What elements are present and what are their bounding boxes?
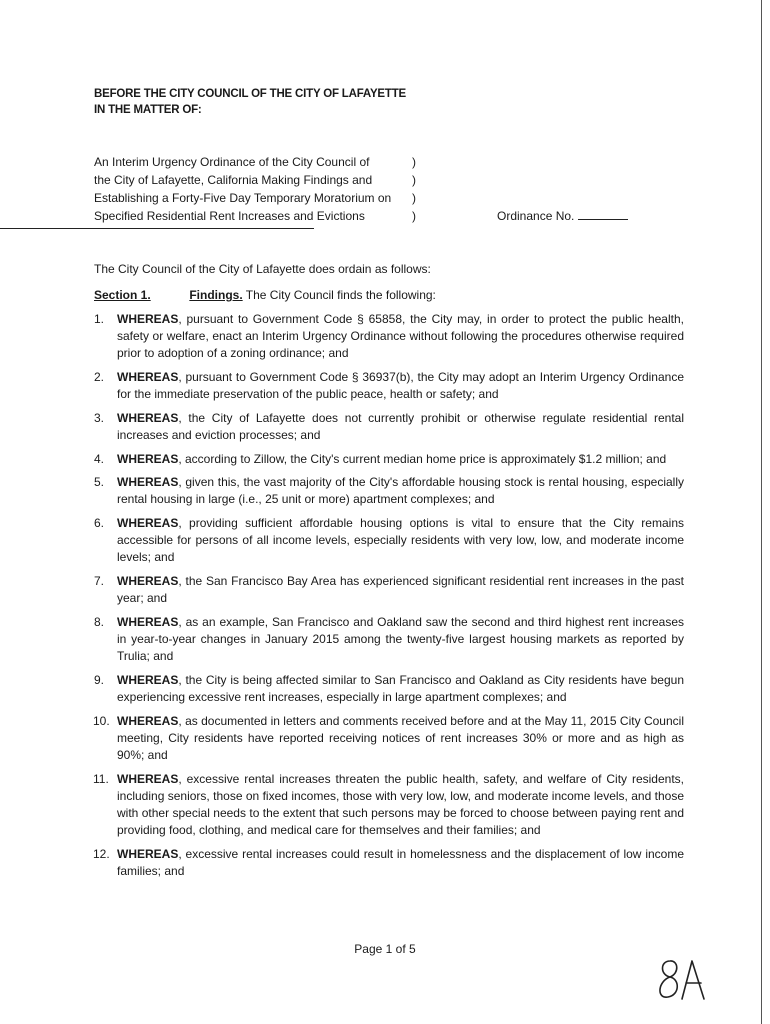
whereas-keyword: WHEREAS xyxy=(117,846,179,861)
caption-underline xyxy=(0,228,314,229)
whereas-keyword: WHEREAS xyxy=(117,614,179,629)
whereas-keyword: WHEREAS xyxy=(117,312,179,326)
finding-text: , the City is being affected similar to San Francisco and Oakland as City residents have begun experiencing excessive rent increases, especially in large apartment complexes; and xyxy=(117,672,684,704)
finding-item xyxy=(94,474,684,508)
ordinance-number-label: Ordinance No. xyxy=(497,209,575,223)
finding-number: 7. xyxy=(94,573,105,588)
finding-item xyxy=(94,410,684,444)
section-heading xyxy=(94,286,436,304)
section-title: Findings. xyxy=(189,288,243,302)
finding-number: 8. xyxy=(94,614,105,629)
finding-item xyxy=(94,614,684,666)
page-number: Page 1 of 5 xyxy=(354,942,416,956)
whereas-keyword: WHEREAS xyxy=(117,771,179,786)
ordinance-number-blank xyxy=(578,207,628,220)
finding-item xyxy=(94,713,684,765)
finding-text: , providing sufficient affordable housing options is vital to ensure that the City remains accessible for persons of all income levels, especially residents with very low, low, and moderate income levels; and xyxy=(117,515,684,565)
finding-text: , according to Zillow, the City's current median home price is approximately $1.2 million; and xyxy=(178,451,667,466)
document-header xyxy=(94,86,406,118)
finding-item xyxy=(94,369,684,403)
finding-text: , excessive rental increases threaten the public health, safety, and welfare of City residents, including seniors, those on fixed incomes, those with very low, low, and moderate income levels, and those with other special needs to the extent that such persons may be forced to choose between paying rent and providing food, clothing, and medical care for themselves and their families; and xyxy=(117,771,684,838)
page-edge-line xyxy=(761,0,762,1024)
finding-text: , as documented in letters and comments received before and at the May 11, 2015 City Council meeting, City residents have reported receiving notices of rent increases 30% or more and as high as 90%; and xyxy=(117,713,684,762)
caption-paren: ) xyxy=(412,173,416,187)
ordinance-number xyxy=(497,207,628,225)
finding-number: 10. xyxy=(93,713,110,728)
finding-item xyxy=(94,846,684,880)
caption-line: Establishing a Forty-Five Day Temporary Moratorium on xyxy=(94,191,392,205)
whereas-keyword: WHEREAS xyxy=(117,370,179,384)
finding-text: , given this, the vast majority of the City's affordable housing stock is rental housing, especially rental housing in large (i.e., 25 unit or more) apartment complexes; and xyxy=(117,475,684,507)
findings-list xyxy=(94,311,684,887)
caption-line: Specified Residential Rent Increases and Evictions xyxy=(94,209,365,223)
caption-row xyxy=(94,153,634,171)
finding-text: , excessive rental increases could result in homelessness and the displacement of low income families; and xyxy=(117,846,684,878)
finding-item xyxy=(94,672,684,706)
handwritten-mark-8a xyxy=(652,955,712,1003)
ordain-statement: The City Council of the City of Lafayette does ordain as follows: xyxy=(94,262,431,276)
finding-text: , pursuant to Government Code § 36937(b), the City may adopt an Interim Urgency Ordinance for the immediate preservation of the public peace, health or safety; and xyxy=(117,370,684,402)
finding-text: , the City of Lafayette does not currently prohibit or otherwise regulate residential rental increases and eviction processes; and xyxy=(117,410,684,442)
whereas-keyword: WHEREAS xyxy=(117,475,179,490)
finding-number: 6. xyxy=(94,515,105,530)
header-line-council: BEFORE THE CITY COUNCIL OF THE CITY OF LAFAYETTE xyxy=(94,88,407,100)
section-intro: The City Council finds the following: xyxy=(245,288,436,302)
finding-text: , pursuant to Government Code § 65858, the City may, in order to protect the public health, safety or welfare, enact an Interim Urgency Ordinance without following the procedures otherwise required prior to adoption of a zoning ordinance; and xyxy=(117,312,684,361)
finding-item xyxy=(94,311,684,363)
finding-item xyxy=(94,771,684,840)
caption-paren: ) xyxy=(412,209,416,223)
caption-paren: ) xyxy=(412,155,416,169)
finding-number: 9. xyxy=(94,672,105,687)
finding-number: 12. xyxy=(93,846,110,861)
caption-row xyxy=(94,189,634,207)
whereas-keyword: WHEREAS xyxy=(117,451,179,466)
caption-paren: ) xyxy=(412,191,416,205)
whereas-keyword: WHEREAS xyxy=(117,410,179,425)
whereas-keyword: WHEREAS xyxy=(117,672,179,687)
whereas-keyword: WHEREAS xyxy=(117,713,179,728)
finding-text: , the San Francisco Bay Area has experienced significant residential rent increases in the past year; and xyxy=(117,573,684,606)
caption-line: An Interim Urgency Ordinance of the City Council of xyxy=(94,155,370,169)
caption-line: the City of Lafayette, California Making Findings and xyxy=(94,173,373,187)
whereas-keyword: WHEREAS xyxy=(117,573,179,588)
finding-item xyxy=(94,573,684,607)
caption-row xyxy=(94,171,634,189)
finding-item xyxy=(94,515,684,567)
finding-item xyxy=(94,451,684,468)
section-number: Section 1. xyxy=(94,288,151,302)
finding-number: 5. xyxy=(94,475,105,490)
header-line-matter: IN THE MATTER OF: xyxy=(94,104,202,116)
finding-number: 1. xyxy=(94,312,105,326)
finding-number: 3. xyxy=(94,410,105,425)
finding-number: 11. xyxy=(93,771,109,786)
finding-number: 4. xyxy=(94,451,105,466)
whereas-keyword: WHEREAS xyxy=(117,515,179,530)
finding-number: 2. xyxy=(94,370,105,384)
finding-text: , as an example, San Francisco and Oakland saw the second and third highest rent increases in year-to-year changes in January 2015 among the twenty-five largest housing markets as reported by Trulia; and xyxy=(117,614,684,664)
